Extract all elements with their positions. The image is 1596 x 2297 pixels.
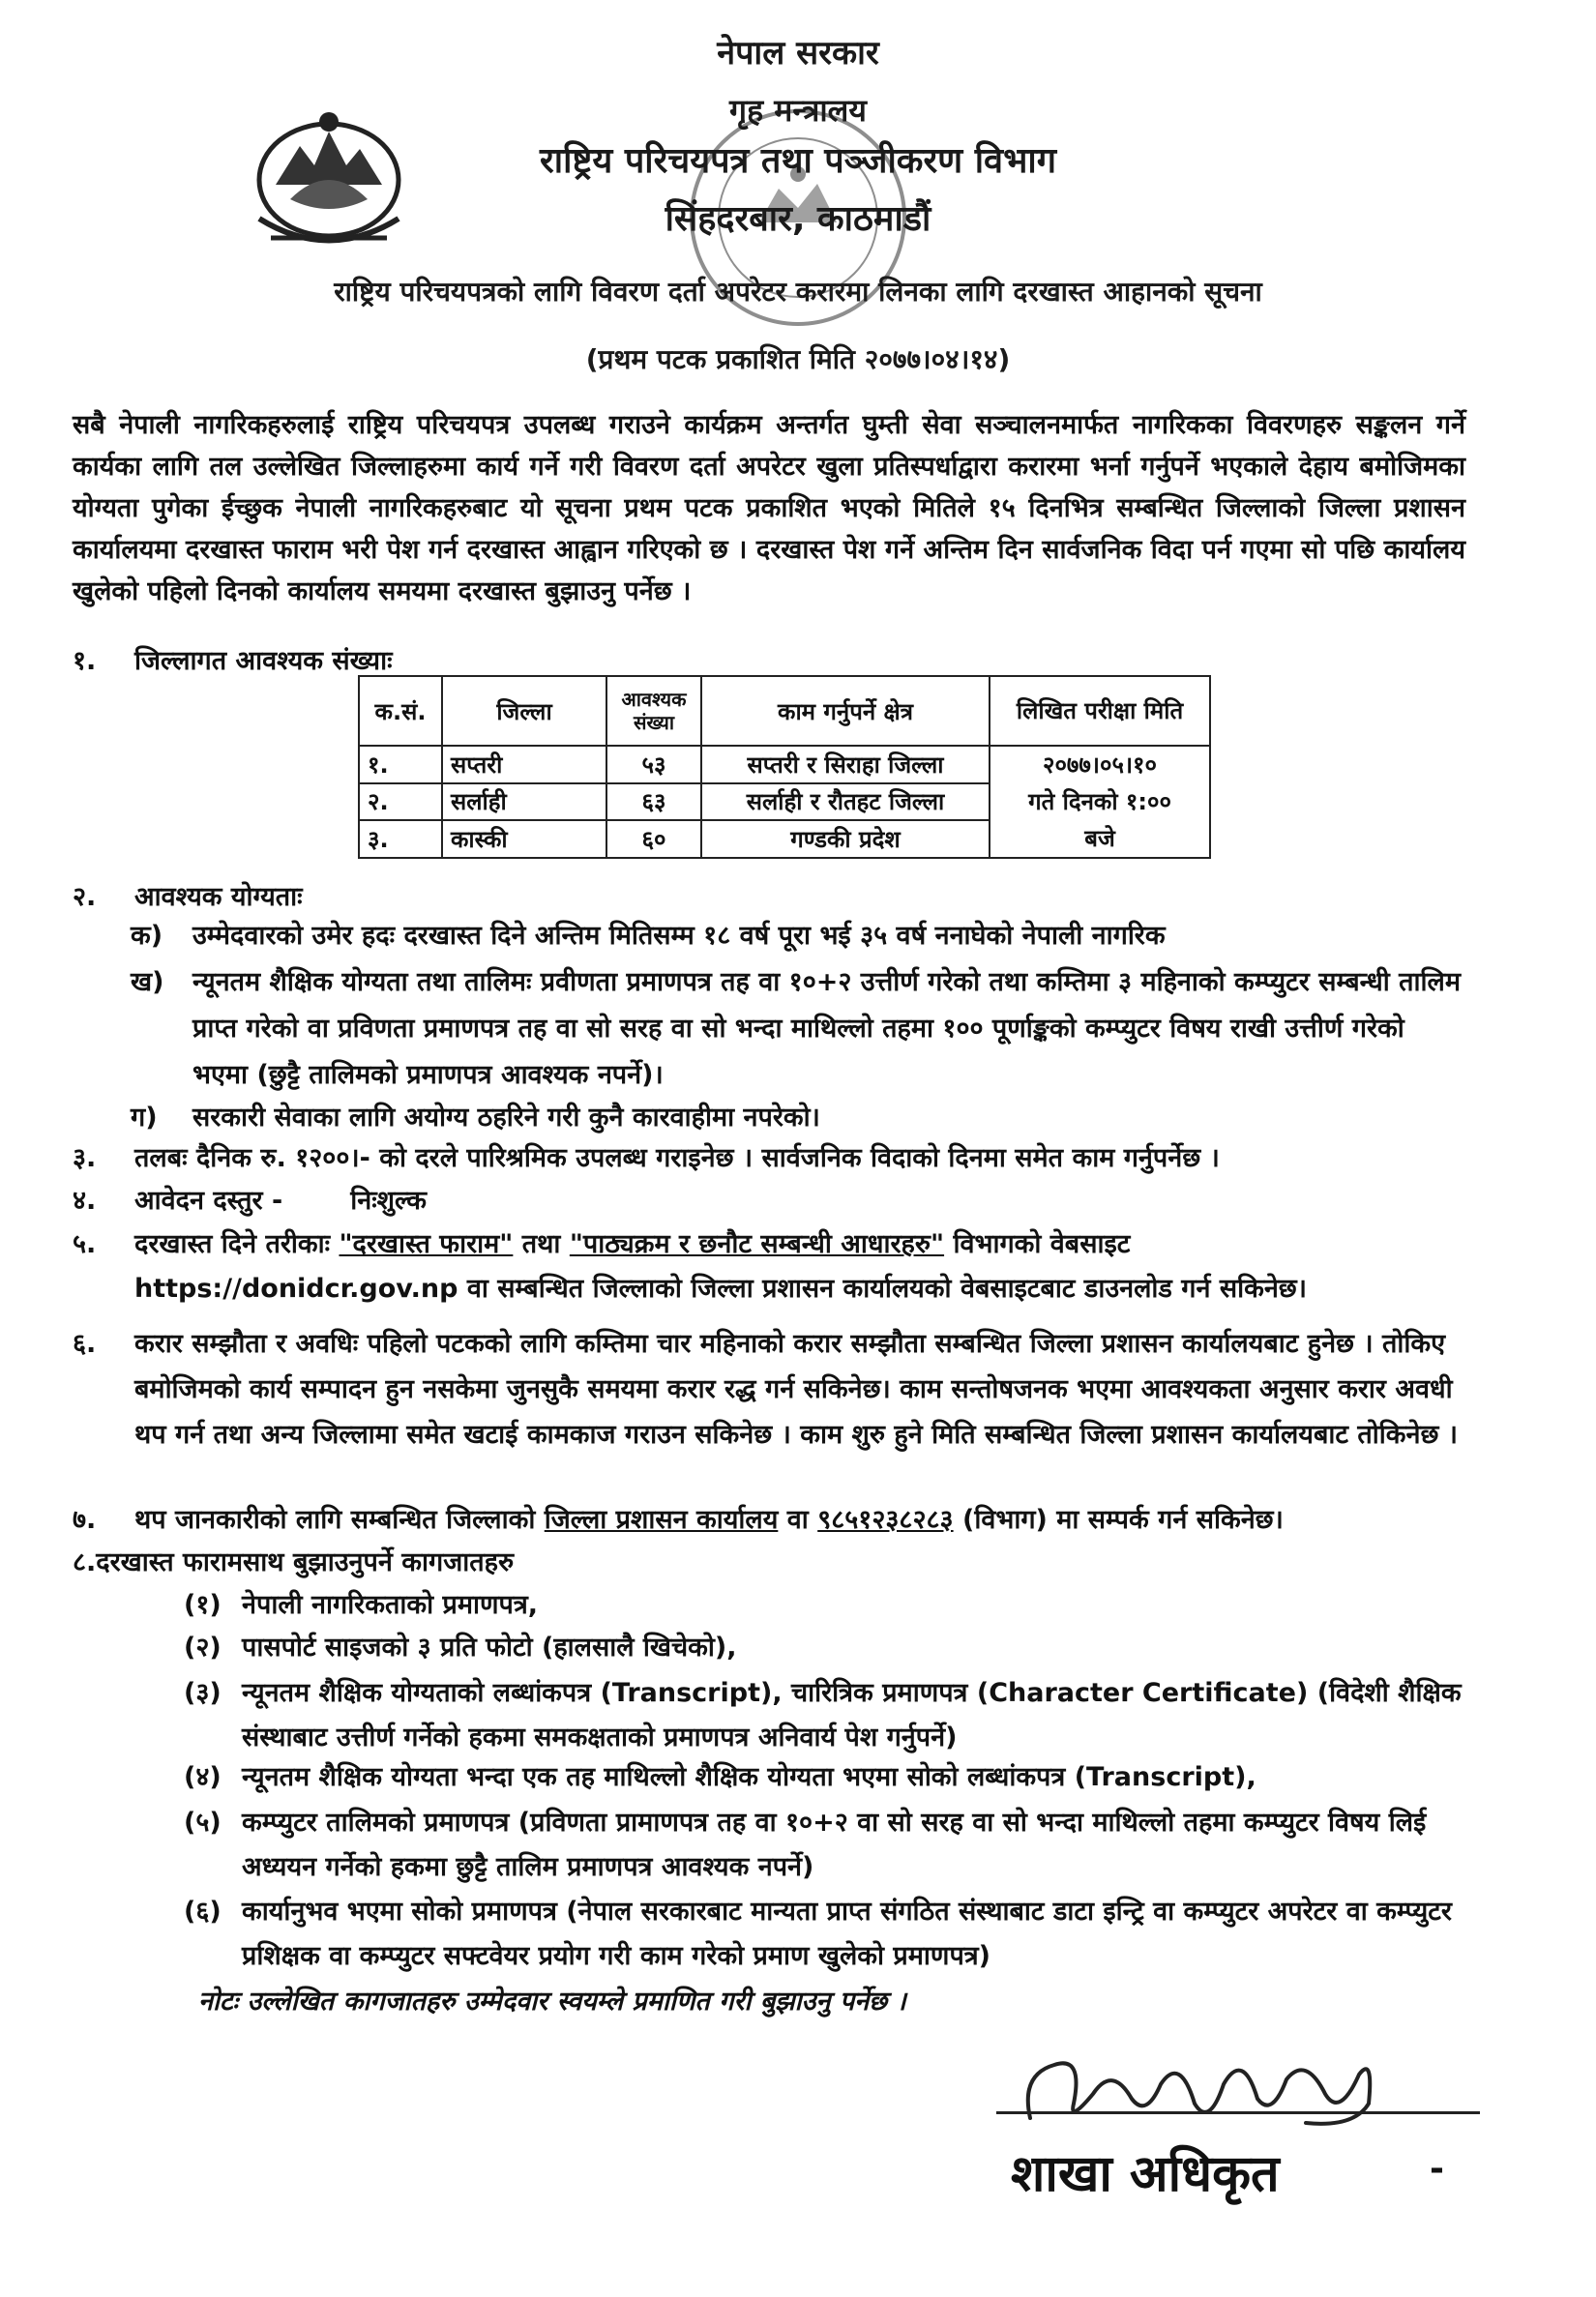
application-form-link[interactable]: "दरखास्त फाराम"	[339, 1229, 514, 1259]
section-3-number: ३.	[73, 1143, 97, 1173]
section-3-text: तलबः दैनिक रु. १२००।- को दरले पारिश्रमिक उपलब्ध गराइनेछ । सार्वजनिक विदाको दिनमा समेत काम गर्नुपर्नेछ ।	[134, 1143, 1220, 1173]
note-text: नोटः उल्लेखित कागजातहरु उम्मेदवार स्वयम्ले प्रमाणित गरी बुझाउनु पर्नेछ ।	[198, 1987, 906, 2017]
signatory-title: शाखा अधिकृत	[1011, 2145, 1280, 2203]
table-cell: ५३	[606, 746, 701, 783]
item-label: ग)	[131, 1103, 158, 1133]
table-header: क.सं.	[359, 676, 442, 746]
item-number: (२)	[184, 1633, 222, 1663]
section-7	[73, 1501, 1485, 1540]
phone-number: ९८५१२३८२८३	[817, 1505, 954, 1535]
qualification-item	[131, 959, 1465, 1099]
table-cell: ६३	[606, 783, 701, 821]
section-8-heading: ८.दरखास्त फारामसाथ बुझाउनुपर्ने कागजातहरु	[73, 1547, 515, 1577]
syllabus-link[interactable]: "पाठ्यक्रम र छनौट सम्बन्धी आधारहरु"	[569, 1229, 945, 1259]
document-list-item	[184, 1629, 1470, 1667]
table-cell: कास्की	[442, 820, 606, 858]
table-cell: गण्डकी प्रदेश	[701, 820, 990, 858]
document-list-item	[184, 1586, 1470, 1625]
document-list-item	[184, 1801, 1470, 1890]
table-cell: ३.	[359, 820, 442, 858]
exam-date: २०७७।०५।१०	[1042, 751, 1158, 779]
method-label: दरखास्त दिने तरीकाः	[134, 1229, 331, 1259]
table-cell: सप्तरी	[442, 746, 606, 783]
table-header: जिल्ला	[442, 676, 606, 746]
document-list-item	[184, 1890, 1470, 1979]
section-7-number: ७.	[73, 1505, 97, 1535]
item-text: न्यूनतम शैक्षिक योग्यताको लब्धांकपत्र (Transcript), चारित्रिक प्रमाणपत्र (Character Certificate) (विदेशी शैक्षिक संस्थाबाट उत्तीर्ण गर्नेको हकमा समकक्षताको प्रमाणपत्र अनिवार्य पेश गर्नुपर्ने)	[242, 1678, 1462, 1752]
table-cell: २.	[359, 783, 442, 821]
section-5	[73, 1222, 1475, 1311]
item-number: (३)	[184, 1678, 222, 1708]
handwritten-signature	[1016, 2036, 1383, 2142]
ministry-name: गृह मन्त्रालय	[729, 92, 867, 129]
section-6-number: ६.	[73, 1329, 97, 1359]
item-text: कम्प्युटर तालिमको प्रमाणपत्र (प्रविणता प्रामाणपत्र तह वा १०+२ वा सो सरह वा सो भन्दा माथिल्लो तहमा कम्प्युटर विषय लिई अध्ययन गर्नेको हकमा छुट्टै तालिम प्रमाणपत्र आवश्यक नपर्ने)	[242, 1808, 1427, 1882]
or-text: वा	[786, 1505, 809, 1535]
item-text: न्यूनतम शैक्षिक योग्यता भन्दा एक तह माथिल्लो शैक्षिक योग्यता भएमा सोको लब्धांकपत्र (Transcript),	[242, 1762, 1256, 1792]
item-number: (४)	[184, 1762, 222, 1792]
table-row	[359, 746, 1210, 783]
department-name: राष्ट्रिय परिचयपत्र तथा पञ्जीकरण विभाग	[540, 141, 1056, 181]
table-header-row	[359, 676, 1210, 746]
table-cell: १.	[359, 746, 442, 783]
exam-date-cell	[990, 746, 1210, 858]
government-name: नेपाल सरकार	[717, 34, 879, 73]
section-4	[73, 1182, 427, 1221]
item-text: पासपोर्ट साइजको ३ प्रति फोटो (हालसालै खिचेको),	[242, 1633, 737, 1663]
publication-date: (प्रथम पटक प्रकाशित मिति २०७७।०४।१४)	[585, 343, 1011, 375]
notice-title: राष्ट्रिय परिचयपत्रको लागि विवरण दर्ता अपरेटर करारमा लिनका लागि दरखास्त आहानको सूचना	[334, 276, 1262, 308]
signature-dash: -	[1430, 2149, 1444, 2189]
document-list-item	[184, 1758, 1470, 1797]
table-header: आवश्यक संख्या	[606, 676, 701, 746]
section-2-title: आवश्यक योग्यताः	[134, 882, 303, 912]
section-2-number: २.	[73, 882, 97, 912]
section-1-number: १.	[73, 646, 97, 676]
district-office-text: जिल्ला प्रशासन कार्यालय	[544, 1505, 779, 1535]
item-text: सरकारी सेवाका लागि अयोग्य ठहरिने गरी कुनै कारवाहीमा नपरेको।	[192, 1103, 820, 1133]
table-header: काम गर्नुपर्ने क्षेत्र	[701, 676, 990, 746]
fee-value: निःशुल्क	[350, 1186, 427, 1216]
exam-time-suffix: बजे	[1084, 825, 1115, 852]
section-4-number: ४.	[73, 1186, 97, 1216]
item-text: कार्यानुभव भएमा सोको प्रमाणपत्र (नेपाल सरकारबाट मान्यता प्राप्त संगठित संस्थाबाट डाटा इन्ट्रि वा कम्प्युटर अपरेटर वा कम्प्युटर प्रशिक्षक वा कम्प्युटर सफ्टवेयर प्रयोग गरी काम गरेको प्रमाण खुलेको प्रमाणपत्र)	[242, 1897, 1452, 1971]
section-2-heading	[73, 878, 303, 917]
section-6	[73, 1321, 1475, 1458]
fee-label: आवेदन दस्तुर -	[134, 1186, 283, 1216]
exam-time: गते दिनको १:००	[1028, 788, 1171, 815]
signature-line	[996, 2111, 1480, 2114]
table-header: लिखित परीक्षा मिति	[990, 676, 1210, 746]
conjunction-text: तथा	[521, 1229, 561, 1259]
contact-pre-text: थप जानकारीको लागि सम्बन्धित जिल्लाको	[134, 1505, 536, 1535]
item-number: (६)	[184, 1897, 222, 1927]
table-cell: सप्तरी र सिराहा जिल्ला	[701, 746, 990, 783]
table-cell: सर्लाही र रौतहट जिल्ला	[701, 783, 990, 821]
qualification-item	[131, 917, 1465, 956]
section-3	[73, 1139, 1475, 1178]
intro-paragraph: सबै नेपाली नागरिकहरुलाई राष्ट्रिय परिचयपत्र उपलब्ध गराउने कार्यक्रम अन्तर्गत घुम्ती सेवा सञ्चालनमार्फत नागरिकका विवरणहरु सङ्कलन गर्ने कार्यका लागि तल उल्लेखित जिल्लाहरुमा कार्य गर्ने गरी विवरण दर्ता अपरेटर खुला प्रतिस्पर्धाद्वारा करारमा भर्ना गर्नुपर्ने भएकाले देहाय बमोजिमका योग्यता पुगेका ईच्छुक नेपाली नागरिकहरुबाट यो सूचना प्रथम पटक प्रकाशित भएको मितिले १५ दिनभित्र सम्बन्धित जिल्लाको जिल्ला प्रशासन कार्यालयमा दरखास्त फाराम भरी पेश गर्न दरखास्त आह्वान गरिएको छ । दरखास्त पेश गर्ने अन्तिम दिन सार्वजनिक विदा पर्न गएमा सो पछि कार्यालय खुलेको पहिलो दिनको कार्यालय समयमा दरखास्त बुझाउनु पर्नेछ ।	[73, 410, 1465, 606]
item-text: नेपाली नागरिकताको प्रमाणपत्र,	[242, 1590, 538, 1620]
item-number: (५)	[184, 1808, 222, 1838]
section-5-number: ५.	[73, 1229, 97, 1259]
district-table	[358, 675, 1211, 859]
item-number: (१)	[184, 1590, 222, 1620]
website-url-link[interactable]: https://donidcr.gov.np	[134, 1274, 458, 1304]
table-cell: ६०	[606, 820, 701, 858]
item-label: क)	[131, 921, 163, 951]
section-1-title: जिल्लागत आवश्यक संख्याः	[134, 646, 393, 676]
office-address: सिंहदरबार, काठमाडौं	[665, 199, 931, 239]
document-list-item	[184, 1671, 1470, 1760]
qualification-item	[131, 1099, 1465, 1137]
website-text: विभागको वेबसाइट	[953, 1229, 1131, 1259]
section-1-heading	[73, 642, 393, 681]
contact-post-text: (विभाग) मा सम्पर्क गर्न सकिनेछ।	[962, 1505, 1284, 1535]
item-text: उम्मेदवारको उमेर हदः दरखास्त दिने अन्तिम मितिसम्म १८ वर्ष पूरा भई ३५ वर्ष ननाघेको नेपाली नागरिक	[192, 921, 1166, 951]
table-cell: सर्लाही	[442, 783, 606, 821]
item-label: ख)	[131, 967, 164, 997]
item-text: न्यूनतम शैक्षिक योग्यता तथा तालिमः प्रवीणता प्रमाणपत्र तह वा १०+२ उत्तीर्ण गरेको तथा कम्तिमा ३ महिनाको कम्प्युटर सम्बन्धी तालिम प्राप्त गरेको वा प्रविणता प्रमाणपत्र तह वा सो सरह वा सो भन्दा माथिल्लो तहमा १०० पूर्णाङ्कको कम्प्युटर विषय राखी उत्तीर्ण गरेको भएमा (छुट्टै तालिमको प्रमाणपत्र आवश्यक नपर्ने)।	[192, 967, 1461, 1090]
section-6-text: करार सम्झौता र अवधिः पहिलो पटकको लागि कम्तिमा चार महिनाको करार सम्झौता सम्बन्धित जिल्ला प्रशासन कार्यालयबाट हुनेछ । तोकिए बमोजिमको कार्य सम्पादन हुन नसकेमा जुनसुकै समयमा करार रद्ध गर्न सकिनेछ। काम सन्तोषजनक भएमा आवश्यकता अनुसार करार अवधी थप गर्न तथा अन्य जिल्लामा समेत खटाई कामकाज गराउन सकिनेछ । काम शुरु हुने मिति सम्बन्धित जिल्ला प्रशासन कार्यालयबाट तोकिनेछ ।	[134, 1329, 1459, 1450]
download-text: वा सम्बन्धित जिल्लाको जिल्ला प्रशासन कार्यालयको वेबसाइटबाट डाउनलोड गर्न सकिनेछ।	[466, 1274, 1307, 1304]
